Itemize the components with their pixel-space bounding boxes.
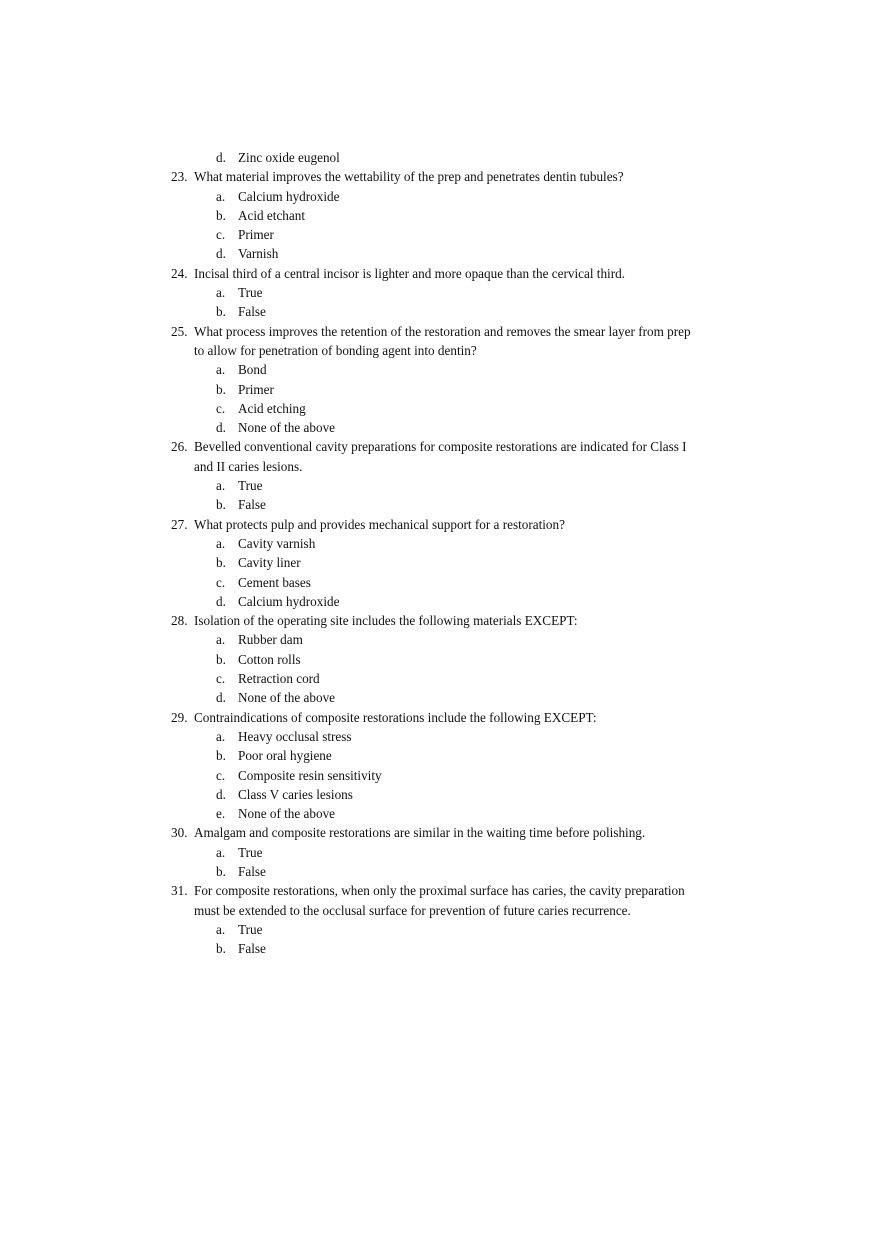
- option-text: Bond: [238, 362, 267, 378]
- answer-option: [0, 399, 880, 418]
- answer-option: [0, 766, 880, 785]
- question-number: 26.: [171, 439, 188, 455]
- question-text: and II caries lesions.: [194, 458, 303, 474]
- option-text: True: [238, 478, 263, 494]
- option-text: Zinc oxide eugenol: [238, 150, 340, 165]
- option-letter: a.: [216, 535, 226, 551]
- question-line: [0, 515, 880, 534]
- option-letter: c.: [216, 574, 226, 590]
- option-text: Cavity liner: [238, 555, 301, 571]
- option-letter: c.: [216, 767, 226, 783]
- answer-option: [0, 225, 880, 244]
- option-letter: d.: [216, 593, 226, 609]
- question-block: [0, 611, 880, 707]
- option-letter: c.: [216, 227, 226, 243]
- answer-option: [0, 476, 880, 495]
- option-text: Acid etching: [238, 400, 306, 416]
- option-letter: a.: [216, 285, 226, 301]
- option-letter: a.: [216, 728, 226, 744]
- question-text: Contraindications of composite restorations include the following EXCEPT:: [194, 709, 597, 725]
- option-text: Class V caries lesions: [238, 786, 353, 802]
- answer-option: [0, 650, 880, 669]
- option-text: Calcium hydroxide: [238, 593, 340, 609]
- option-text: Primer: [238, 227, 274, 243]
- question-line: [0, 823, 880, 842]
- question-text: What material improves the wettability of the prep and penetrates dentin tubules?: [194, 169, 624, 185]
- option-letter: d.: [216, 150, 226, 165]
- option-text: False: [238, 941, 266, 957]
- question-line: [0, 457, 880, 476]
- question-number: 24.: [171, 265, 188, 281]
- question-block: [0, 823, 880, 881]
- question-text: Bevelled conventional cavity preparations for composite restorations are indicated for Class I: [194, 439, 687, 455]
- answer-option: [0, 283, 880, 302]
- option-text: True: [238, 285, 263, 301]
- answer-option: [0, 380, 880, 399]
- option-letter: b.: [216, 497, 226, 513]
- option-letter: b.: [216, 863, 226, 879]
- question-line: [0, 341, 880, 360]
- question-text: What process improves the retention of the restoration and removes the smear layer from prep: [194, 323, 691, 339]
- option-text: Composite resin sensitivity: [238, 767, 382, 783]
- question-line: [0, 437, 880, 456]
- answer-option: [0, 862, 880, 881]
- question-line: [0, 167, 880, 186]
- option-text: None of the above: [238, 420, 336, 436]
- answer-option: [0, 302, 880, 321]
- option-text: False: [238, 304, 266, 320]
- option-text: None of the above: [238, 806, 336, 822]
- question-block: [0, 322, 880, 438]
- option-text: None of the above: [238, 690, 336, 706]
- option-letter: a.: [216, 362, 226, 378]
- question-block: [0, 264, 880, 322]
- answer-option: [0, 688, 880, 707]
- option-letter: b.: [216, 651, 226, 667]
- option-text: Varnish: [238, 246, 279, 262]
- answer-option: [0, 360, 880, 379]
- answer-option: [0, 187, 880, 206]
- answer-option: [0, 785, 880, 804]
- option-text: Primer: [238, 381, 274, 397]
- answer-option: [0, 495, 880, 514]
- option-letter: d.: [216, 786, 226, 802]
- answer-option: [0, 630, 880, 649]
- option-letter: e.: [216, 806, 226, 822]
- answer-option: [0, 573, 880, 592]
- option-letter: b.: [216, 304, 226, 320]
- option-letter: b.: [216, 748, 226, 764]
- option-text: Heavy occlusal stress: [238, 728, 352, 744]
- option-text: Rubber dam: [238, 632, 303, 648]
- question-line: [0, 611, 880, 630]
- question-text: Incisal third of a central incisor is lighter and more opaque than the cervical third.: [194, 265, 626, 281]
- option-letter: a.: [216, 844, 226, 860]
- question-text: must be extended to the occlusal surface for prevention of future caries recurrence.: [194, 902, 631, 918]
- answer-option: [0, 669, 880, 688]
- question-number: 25.: [171, 323, 188, 339]
- question-text: For composite restorations, when only the proximal surface has caries, the cavity preparation: [194, 883, 685, 899]
- option-text: False: [238, 863, 266, 879]
- question-number: 27.: [171, 516, 188, 532]
- question-line: [0, 264, 880, 283]
- document-page: [0, 148, 880, 958]
- option-letter: c.: [216, 671, 226, 687]
- question-block: [0, 515, 880, 611]
- option-text: False: [238, 497, 266, 513]
- question-text: Isolation of the operating site includes the following materials EXCEPT:: [194, 613, 578, 629]
- option-text: Cotton rolls: [238, 651, 301, 667]
- question-block: [0, 437, 880, 514]
- option-text: True: [238, 921, 263, 937]
- option-text: True: [238, 844, 263, 860]
- option-letter: d.: [216, 246, 226, 262]
- option-letter: a.: [216, 632, 226, 648]
- option-text: Acid etchant: [238, 207, 306, 223]
- question-number: 23.: [171, 169, 188, 185]
- option-letter: d.: [216, 420, 226, 436]
- question-line: [0, 901, 880, 920]
- question-number: 28.: [171, 613, 188, 629]
- answer-option: [0, 592, 880, 611]
- answer-option: [0, 148, 880, 167]
- option-letter: a.: [216, 478, 226, 494]
- option-text: Calcium hydroxide: [238, 188, 340, 204]
- option-text: Cement bases: [238, 574, 311, 590]
- option-letter: b.: [216, 381, 226, 397]
- question-block: [0, 881, 880, 958]
- option-letter: b.: [216, 941, 226, 957]
- question-number: 29.: [171, 709, 188, 725]
- question-line: [0, 708, 880, 727]
- option-letter: d.: [216, 690, 226, 706]
- answer-option: [0, 804, 880, 823]
- question-block: [0, 708, 880, 824]
- option-letter: b.: [216, 207, 226, 223]
- option-letter: c.: [216, 400, 226, 416]
- answer-option: [0, 418, 880, 437]
- question-block: [0, 167, 880, 263]
- answer-option: [0, 206, 880, 225]
- question-text: to allow for penetration of bonding agent into dentin?: [194, 342, 477, 358]
- option-letter: b.: [216, 555, 226, 571]
- option-letter: a.: [216, 188, 226, 204]
- option-text: Retraction cord: [238, 671, 320, 687]
- question-number: 31.: [171, 883, 188, 899]
- answer-option: [0, 939, 880, 958]
- answer-option: [0, 534, 880, 553]
- option-text: Cavity varnish: [238, 535, 316, 551]
- question-line: [0, 322, 880, 341]
- answer-option: [0, 727, 880, 746]
- answer-option: [0, 746, 880, 765]
- option-letter: a.: [216, 921, 226, 937]
- question-line: [0, 881, 880, 900]
- answer-option: [0, 843, 880, 862]
- answer-option: [0, 244, 880, 263]
- answer-option: [0, 920, 880, 939]
- question-number: 30.: [171, 825, 188, 841]
- answer-option: [0, 553, 880, 572]
- option-text: Poor oral hygiene: [238, 748, 332, 764]
- question-text: Amalgam and composite restorations are similar in the waiting time before polishing.: [194, 825, 646, 841]
- question-text: What protects pulp and provides mechanical support for a restoration?: [194, 516, 565, 532]
